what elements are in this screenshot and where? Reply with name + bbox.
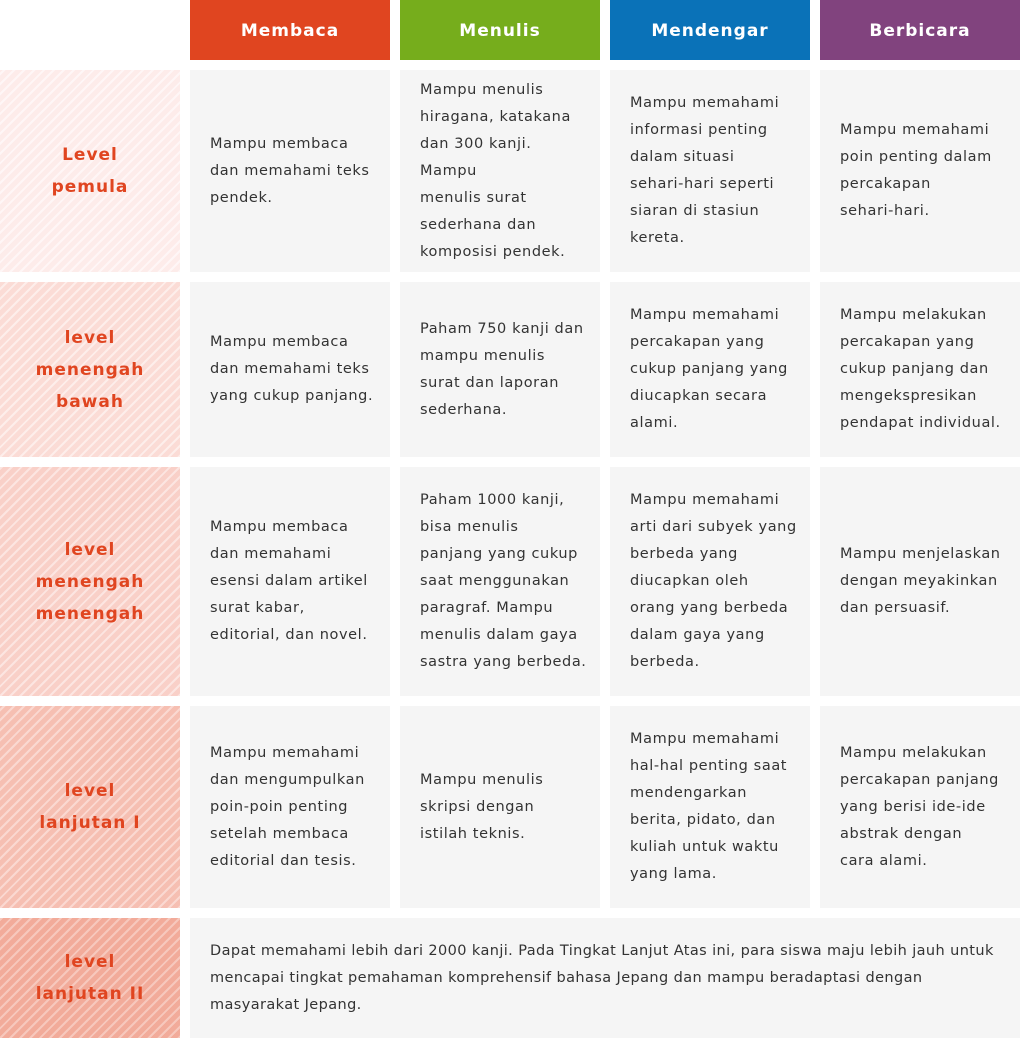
table-corner <box>0 0 180 60</box>
level-label-text: Level pemula <box>51 145 129 197</box>
cell-menengah-bawah-menulis: Paham 750 kanji dan mampu menulis surat dan laporan sederhana. <box>400 282 600 457</box>
cell-pemula-membaca: Mampu membaca dan memahami teks pendek. <box>190 70 390 272</box>
level-label-text: level lanjutan II <box>35 952 145 1004</box>
level-label-text: level menengah menengah <box>35 539 145 624</box>
cell-menengah-menengah-membaca: Mampu membaca dan memahami esensi dalam artikel surat kabar, editorial, dan novel. <box>190 467 390 696</box>
cell-lanjutan-1-berbicara: Mampu melakukan percakapan panjang yang berisi ide-ide abstrak dengan cara alami. <box>820 706 1020 908</box>
cell-pemula-mendengar: Mampu memahami informasi penting dalam situasi sehari-hari seperti siaran di stasiun kereta. <box>610 70 810 272</box>
level-label-menengah-menengah <box>0 467 180 696</box>
cell-lanjutan-1-mendengar: Mampu memahami hal-hal penting saat mendengarkan berita, pidato, dan kuliah untuk waktu yang lama. <box>610 706 810 908</box>
cell-menengah-menengah-menulis: Paham 1000 kanji, bisa menulis panjang yang cukup saat menggunakan paragraf. Mampu menulis dalam gaya sastra yang berbeda. <box>400 467 600 696</box>
header-membaca: Membaca <box>190 0 390 60</box>
cell-lanjutan-1-membaca: Mampu memahami dan mengumpulkan poin-poin penting setelah membaca editorial dan tesis. <box>190 706 390 908</box>
cell-lanjutan-2-description: Dapat memahami lebih dari 2000 kanji. Pada Tingkat Lanjut Atas ini, para siswa maju lebih jauh untuk mencapai tingkat pemahaman komprehensif bahasa Jepang dan mampu beradaptasi dengan masyarakat Jepang. <box>190 918 1020 1038</box>
cell-menengah-bawah-membaca: Mampu membaca dan memahami teks yang cukup panjang. <box>190 282 390 457</box>
cell-pemula-berbicara: Mampu memahami poin penting dalam percakapan sehari-hari. <box>820 70 1020 272</box>
header-mendengar: Mendengar <box>610 0 810 60</box>
level-label-pemula <box>0 70 180 272</box>
header-berbicara: Berbicara <box>820 0 1020 60</box>
level-label-lanjutan-1 <box>0 706 180 908</box>
level-label-lanjutan-2 <box>0 918 180 1038</box>
header-menulis: Menulis <box>400 0 600 60</box>
cell-menengah-menengah-mendengar: Mampu memahami arti dari subyek yang berbeda yang diucapkan oleh orang yang berbeda dalam gaya yang berbeda. <box>610 467 810 696</box>
level-label-text: level menengah bawah <box>35 327 145 412</box>
cell-lanjutan-1-menulis: Mampu menulis skripsi dengan istilah teknis. <box>400 706 600 908</box>
cell-menengah-bawah-berbicara: Mampu melakukan percakapan yang cukup panjang dan mengekspresikan pendapat individual. <box>820 282 1020 457</box>
cell-menengah-menengah-berbicara: Mampu menjelaskan dengan meyakinkan dan persuasif. <box>820 467 1020 696</box>
level-label-menengah-bawah <box>0 282 180 457</box>
cell-menengah-bawah-mendengar: Mampu memahami percakapan yang cukup panjang yang diucapkan secara alami. <box>610 282 810 457</box>
cell-pemula-menulis: Mampu menulis hiragana, katakana dan 300 kanji. Mampu menulis surat sederhana dan komposisi pendek. <box>400 70 600 272</box>
level-label-text: level lanjutan I <box>39 781 141 833</box>
